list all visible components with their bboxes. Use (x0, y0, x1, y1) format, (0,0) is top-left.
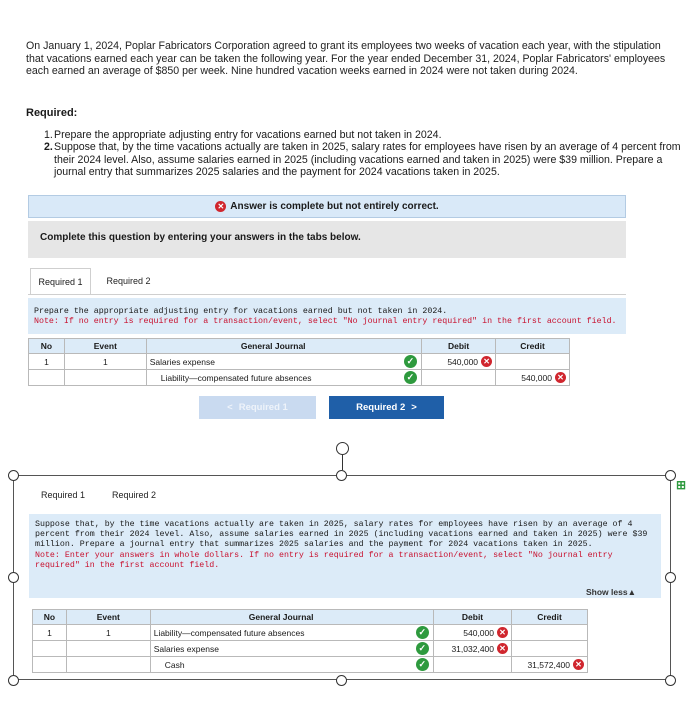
req2-instruction-text: Suppose that, by the time vacations actually are taken in 2025, salary rates for employees have risen by an average of 4 percent from their 2024 level. Also, assume salaries earned in 2025 (including vacations earned and taken in 2025) were $39 million. Prepare a journal entry that summarizes 2025 salaries and the payment for 2024 vacations taken in 2025. (35, 520, 648, 550)
account-field[interactable]: Liability—compensated future absences (146, 370, 399, 386)
tab-required-2-copy[interactable]: Required 2 (111, 490, 157, 500)
table-row (29, 354, 570, 370)
credit-value: 31,572,400 (527, 659, 570, 670)
prev-label: Required 1 (238, 402, 288, 413)
problem-intro: On January 1, 2024, Poplar Fabricators Corporation agreed to grant its employees two weeks of vacation each year, with the stipulation that vacations earned each year can be taken the following year. For the year ended December 31, 2024, Poplar Fabricators' employees each earned an average of $850 per week. Nine hundred vacation weeks earned in 2024 were not taken during 2024. (26, 40, 666, 78)
debit-field[interactable] (434, 657, 512, 673)
table-row (33, 657, 588, 673)
resize-handle-right[interactable] (665, 572, 676, 583)
col-no: No (33, 610, 67, 625)
account-field[interactable]: Salaries expense (150, 641, 411, 657)
row-no (33, 641, 67, 657)
required-item-1 (44, 129, 684, 141)
resize-handle-top[interactable] (336, 470, 347, 481)
row-event (66, 641, 150, 657)
col-debit: Debit (422, 339, 496, 354)
row-no: 1 (29, 354, 65, 370)
account-field[interactable]: Salaries expense (146, 354, 399, 370)
tab-required-1-copy[interactable]: Required 1 (40, 490, 86, 500)
resize-handle-bottom[interactable] (336, 675, 347, 686)
rotate-handle-stem (342, 455, 343, 470)
col-event: Event (64, 339, 146, 354)
table-row (33, 625, 588, 641)
rotate-handle-icon[interactable] (336, 442, 349, 455)
required-heading: Required: (26, 107, 78, 119)
debit-field[interactable] (422, 370, 496, 386)
row-event (66, 657, 150, 673)
col-credit: Credit (496, 339, 570, 354)
x-circle-icon: ✕ (481, 356, 492, 367)
answer-status-banner (28, 195, 626, 218)
tab-required-2[interactable]: Required 2 (106, 276, 151, 286)
col-status (412, 610, 434, 625)
col-general-journal: General Journal (146, 339, 399, 354)
row-event: 1 (66, 625, 150, 641)
credit-field[interactable] (512, 625, 588, 641)
item-number: 1. (44, 129, 53, 141)
x-circle-icon: ✕ (573, 659, 584, 670)
chevron-right-icon: > (411, 402, 417, 413)
check-circle-icon: ✓ (416, 642, 429, 655)
row-no: 1 (33, 625, 67, 641)
debit-field[interactable] (422, 354, 496, 370)
account-status (400, 370, 422, 386)
account-status (412, 641, 434, 657)
req2-journal-table (32, 609, 588, 673)
tab-divider (28, 294, 626, 295)
next-label: Required 2 (356, 402, 406, 413)
credit-field[interactable] (512, 657, 588, 673)
col-credit: Credit (512, 610, 588, 625)
check-circle-icon: ✓ (404, 371, 417, 384)
complete-instructions: Complete this question by entering your answers in the tabs below. (28, 221, 626, 258)
col-no: No (29, 339, 65, 354)
row-event (64, 370, 146, 386)
credit-value: 540,000 (521, 372, 552, 383)
check-circle-icon: ✓ (404, 355, 417, 368)
tab-required-1[interactable]: Required 1 (30, 268, 91, 295)
x-circle-icon: ✕ (497, 643, 508, 654)
check-circle-icon: ✓ (416, 658, 429, 671)
col-debit: Debit (434, 610, 512, 625)
show-less-link[interactable]: Show less▲ (586, 587, 636, 597)
prev-button[interactable] (199, 396, 316, 419)
status-text: Answer is complete but not entirely correct. (230, 201, 439, 212)
debit-field[interactable] (434, 625, 512, 641)
col-status (400, 339, 422, 354)
req1-note: Note: If no entry is required for a transaction/event, select "No journal entry required" in the first account field. (34, 317, 617, 326)
req2-instructions (29, 514, 661, 598)
account-status (412, 625, 434, 641)
debit-value: 540,000 (463, 627, 494, 638)
req1-instruction-text: Prepare the appropriate adjusting entry for vacations earned but not taken in 2024. (34, 307, 448, 316)
resize-handle-bottom-right[interactable] (665, 675, 676, 686)
debit-value: 540,000 (447, 356, 479, 367)
credit-field[interactable] (512, 641, 588, 657)
col-general-journal: General Journal (150, 610, 411, 625)
x-circle-icon: ✕ (215, 201, 226, 212)
item-number: 2. (44, 141, 53, 154)
account-field[interactable]: Cash (150, 657, 411, 673)
credit-field[interactable] (496, 370, 570, 386)
debit-value: 31,032,400 (451, 643, 494, 654)
col-event: Event (66, 610, 150, 625)
resize-handle-bottom-left[interactable] (8, 675, 19, 686)
table-row (33, 641, 588, 657)
debit-field[interactable] (434, 641, 512, 657)
account-field[interactable]: Liability—compensated future absences (150, 625, 411, 641)
next-button[interactable] (329, 396, 444, 419)
table-row (29, 370, 570, 386)
x-circle-icon: ✕ (497, 627, 508, 638)
row-no (33, 657, 67, 673)
required-item-2 (44, 141, 684, 178)
row-no (29, 370, 65, 386)
account-status (412, 657, 434, 673)
resize-handle-top-left[interactable] (8, 470, 19, 481)
resize-handle-top-right[interactable] (665, 470, 676, 481)
x-circle-icon: ✕ (555, 372, 566, 383)
check-circle-icon: ✓ (416, 626, 429, 639)
req2-note: Note: Enter your answers in whole dollars. If no entry is required for a transaction/event, select "No journal entry required" in the first account field. (35, 550, 613, 570)
req1-journal-table (28, 338, 570, 386)
chevron-left-icon: < (227, 402, 233, 413)
item-text: Prepare the appropriate adjusting entry for vacations earned but not taken in 2024. (54, 129, 442, 141)
row-event: 1 (64, 354, 146, 370)
item-text: Suppose that, by the time vacations actually are taken in 2025, salary rates for employees have risen by an average of 4 percent from their 2024 level. Also, assume salaries earned in 2025 (including vacations earned and taken in 2025) were $39 million. Prepare a journal entry that summarizes 2025 salaries and the payment for 2024 vacations taken in 2025. (54, 141, 681, 178)
req1-instructions (28, 298, 626, 334)
account-status (400, 354, 422, 370)
credit-field[interactable] (496, 354, 570, 370)
required-list (44, 129, 684, 178)
resize-handle-left[interactable] (8, 572, 19, 583)
add-element-icon[interactable]: ⊞ (676, 478, 687, 492)
